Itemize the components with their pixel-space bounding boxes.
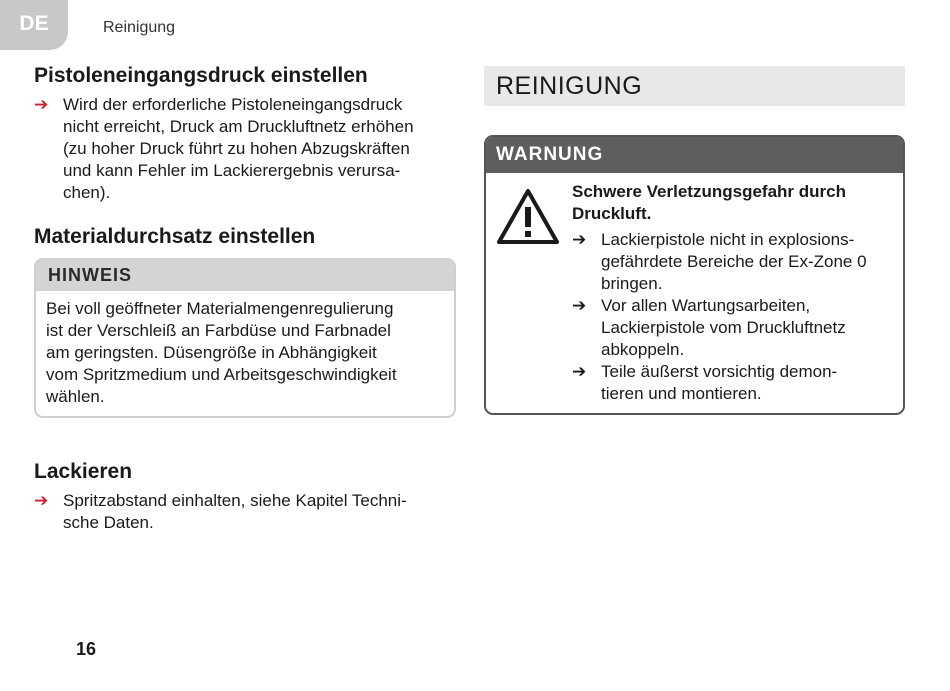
- note-box: [34, 258, 456, 418]
- arrow-right-icon: ➔: [572, 230, 587, 249]
- warning-item: [572, 361, 893, 405]
- left-column: [34, 63, 456, 534]
- bullet-text: Wird der erforderliche Pistoleneingangsdruck nicht erreicht, Druck am Druckluftnetz erhöhen (zu hoher Druck führt zu hohen Abzugskräften und kann Fehler im Lackierergebnis verursa- chen).: [63, 95, 414, 202]
- warning-item: [572, 229, 893, 295]
- warning-title: WARNUNG: [486, 137, 903, 173]
- painting-bullet: [34, 490, 456, 534]
- bullet-text: Lackierpistole nicht in explosions- gefährdete Bereiche der Ex-Zone 0 bringen.: [601, 230, 867, 293]
- warning-headline: Schwere Verletzungsgefahr durch Druckluft.: [572, 182, 846, 223]
- bullet-text: Vor allen Wartungsarbeiten, Lackierpistole vom Druckluftnetz abkoppeln.: [601, 296, 846, 359]
- page-number: 16: [76, 639, 97, 659]
- pressure-bullet: [34, 94, 456, 204]
- material-heading: Materialdurchsatz einstellen: [34, 225, 316, 248]
- warning-triangle-icon: [496, 181, 572, 405]
- right-column: [484, 66, 905, 415]
- arrow-right-icon: ➔: [572, 362, 587, 381]
- pressure-heading: Pistoleneingangsdruck einstellen: [34, 64, 368, 87]
- arrow-right-icon: ➔: [34, 491, 49, 510]
- arrow-right-icon: ➔: [34, 95, 49, 114]
- warning-body: [486, 173, 903, 413]
- header-section-title: Reinigung: [103, 19, 176, 36]
- language-code: DE: [19, 12, 49, 35]
- arrow-right-icon: ➔: [572, 296, 587, 315]
- bullet-text: Teile äußerst vorsichtig demon- tieren und montieren.: [601, 362, 838, 403]
- bullet-text: Spritzabstand einhalten, siehe Kapitel Techni- sche Daten.: [63, 491, 407, 532]
- warning-content: [572, 181, 893, 405]
- section-title-banner: REINIGUNG: [484, 66, 905, 106]
- warning-item: [572, 295, 893, 361]
- language-tab: [0, 0, 68, 50]
- note-body: Bei voll geöffneter Materialmengenregulierung ist der Verschleiß an Farbdüse und Farbnadel am geringsten. Düsengröße in Abhängigkeit vom Spritzmedium und Arbeitsgeschwindigkeit wählen.: [46, 299, 397, 406]
- note-title: HINWEIS: [36, 260, 454, 291]
- warning-box: [484, 135, 905, 415]
- painting-heading: Lackieren: [34, 460, 133, 483]
